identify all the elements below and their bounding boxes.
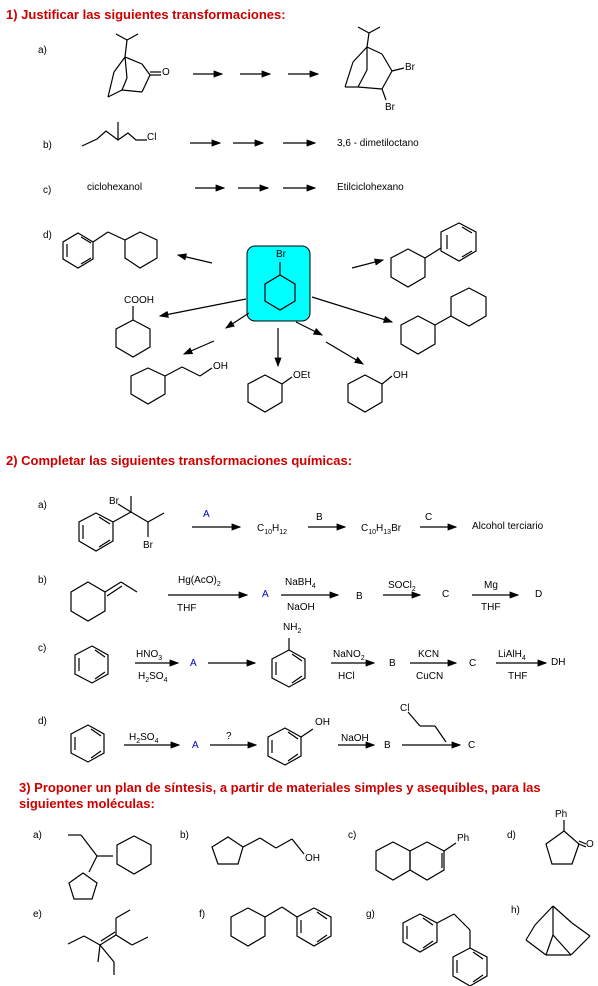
atom-cl-1b: Cl [147, 132, 157, 143]
oh-label-1d-2: OH [393, 370, 408, 381]
reagent-naoh-2b: NaOH [287, 602, 315, 613]
cooh-label: COOH [124, 295, 154, 306]
label-A-2a: A [203, 509, 210, 520]
label-B-2a: B [316, 512, 323, 523]
section1-label-a: a) [38, 45, 47, 56]
cyclohexylethanol-structure [131, 367, 212, 404]
molecule-3b [212, 837, 304, 864]
product-1b: 3,6 - dimetiloctano [337, 138, 419, 149]
section3-label-h: h) [511, 905, 520, 916]
reagent-thf-2b-1: THF [177, 603, 197, 614]
atom-oxygen-1a: O [162, 67, 170, 78]
section2-label-c: c) [38, 643, 47, 654]
section3-label-c: c) [348, 830, 357, 841]
reagent-lialh4: LiAlH$_4$ [498, 649, 526, 662]
dibromo-bornane-structure [345, 27, 404, 100]
section1-label-d: d) [43, 230, 52, 241]
section2-label-b: b) [38, 575, 47, 586]
oh-label-1d-1: OH [213, 361, 228, 372]
ethylidenecyclohexane-structure [71, 582, 137, 621]
cyclohexanol-structure [348, 375, 392, 412]
atom-br-1a-1: Br [405, 62, 415, 73]
ph-label-3d: Ph [555, 809, 568, 820]
product-2a: Alcohol terciario [472, 521, 544, 532]
o-label-3d: O [586, 839, 594, 850]
cyclohexanecarboxylic-acid-structure [116, 306, 150, 357]
molecule-3d [546, 820, 586, 864]
reagent-kcn: KCN [418, 649, 440, 660]
bicyclohexyl-structure [401, 288, 486, 354]
label-B-2c: B [389, 658, 396, 669]
product-2c: DH [551, 657, 566, 668]
phenol-structure [268, 728, 313, 765]
label-A-2b: A [262, 589, 269, 600]
molecule-3f [231, 907, 331, 946]
cl-label-2d: Cl [400, 703, 410, 714]
molecule-3a [68, 835, 151, 899]
section1-label-b: b) [43, 140, 52, 151]
label-B-2b: B [356, 591, 363, 602]
reagent-hno3: $HNO_3$ [136, 649, 163, 662]
question-mark: ? [226, 731, 232, 742]
molecule-3g [403, 914, 487, 986]
chloroethane-reagent [408, 712, 446, 742]
label-C-2b: C [442, 589, 450, 600]
reagent-h2so4-2d: $H_2SO_4$ [129, 732, 159, 745]
benzene-2d-structure [71, 725, 104, 762]
section3-label-g: g) [366, 909, 375, 920]
atom-br-1a-2: Br [385, 102, 395, 113]
oh-label-3b: OH [305, 853, 320, 864]
reagent-hcl: HCl [338, 671, 355, 682]
benzene-2c-structure [75, 646, 108, 683]
reagent-thf-2b-2: THF [481, 602, 501, 613]
atom-br-center: Br [276, 249, 286, 260]
section2-label-a: a) [38, 500, 47, 511]
ethoxycyclohexane-structure [248, 375, 292, 412]
reagent-hgoac: $Hg(AcO)_2$ [178, 575, 221, 588]
reagent-mg: Mg [484, 580, 498, 591]
product-1c: Etilciclohexano [337, 182, 404, 193]
reagent-naoh-2d: NaOH [341, 733, 369, 744]
reagent-thf-2c: THF [508, 671, 528, 682]
label-A-2d: A [192, 740, 199, 751]
molecule-3c [376, 842, 456, 880]
reagent-h2so4-2c: $H_2SO_4$ [138, 671, 168, 684]
section3-label-e: e) [33, 909, 42, 920]
section1-label-c: c) [43, 185, 52, 196]
section3-label-a: a) [33, 830, 42, 841]
formula-c10h13br: $C_{10}H_{13}Br$ [361, 523, 402, 536]
reagent-socl2: SOCl$_2$ [388, 580, 416, 593]
chloroalkane-structure [82, 122, 147, 146]
label-C-2a: C [425, 512, 433, 523]
section3-title-line2: siguientes moléculas: [19, 796, 155, 811]
section3-label-f: f) [199, 909, 206, 920]
section3-label-b: b) [180, 830, 189, 841]
reagent-nano2: NaNO$_2$ [333, 649, 365, 662]
molecule-3h [526, 906, 590, 955]
br-2a-2: Br [143, 540, 153, 551]
molecule-3e [68, 910, 148, 975]
label-C-2d: C [468, 740, 476, 751]
start-1c: ciclohexanol [87, 182, 143, 193]
section1-title: 1) Justificar las siguientes transformaciones: [6, 7, 286, 22]
reagent-cucn: CuCN [416, 671, 444, 682]
camphor-structure [108, 34, 161, 97]
reagent-nabh4: NaBH$_4$ [285, 577, 316, 590]
section3-label-d: d) [507, 830, 516, 841]
label-C-2c: C [469, 658, 477, 669]
aniline-structure [272, 638, 305, 687]
formula-c10h12: $C_{10}H_{12}$ [257, 523, 288, 536]
section3-title-line1: 3) Proponer un plan de síntesis, a partir de materiales simples y asequibles, para las [19, 780, 541, 795]
section2-label-d: d) [38, 716, 47, 727]
section2-title: 2) Completar las siguientes transformaciones químicas: [6, 453, 353, 468]
br-2a-1: Br [109, 496, 119, 507]
label-D-2b: D [535, 589, 543, 600]
oh-label-2d: OH [315, 717, 330, 728]
benzylcyclohexane-structure [63, 232, 157, 268]
label-B-2d: B [384, 740, 391, 751]
label-A-2c: A [190, 658, 197, 669]
phenylcyclohexane-structure [391, 223, 476, 287]
ph-label-3c: Ph [457, 833, 470, 844]
oet-label: OEt [293, 370, 311, 381]
nh2-label: $NH_2$ [283, 622, 302, 635]
